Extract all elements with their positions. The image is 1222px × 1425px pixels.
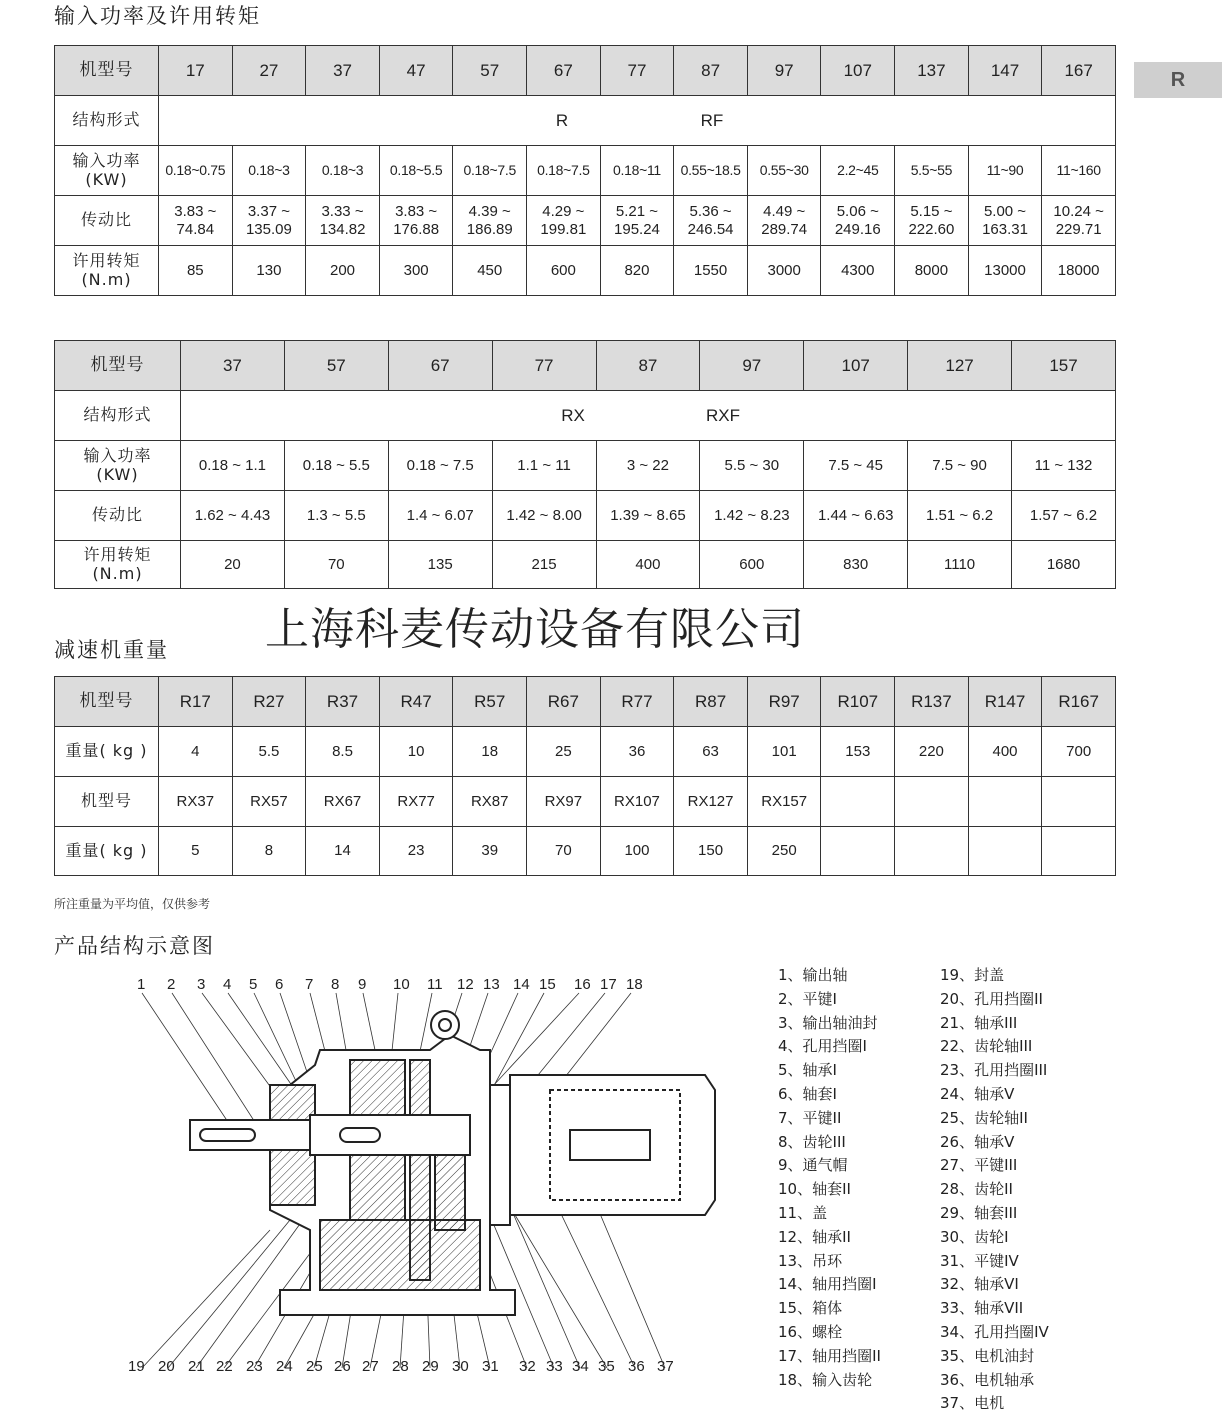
model-cell: RX37 [159,777,233,827]
torque-cell: 20 [181,541,285,589]
ratio-cell [232,196,306,246]
torque-cell: 820 [600,246,674,296]
power-cell: 0.55~18.5 [674,146,748,196]
torque-cell: 600 [527,246,601,296]
gearbox-cross-section-diagram [120,990,740,1380]
ratio-cell [1042,196,1116,246]
row-label-ratio: 传动比 [55,491,181,541]
part-item: 37、电机 [940,1394,1005,1413]
part-item: 12、轴承II [778,1227,851,1246]
torque-cell: 85 [159,246,233,296]
table-row [55,196,1116,246]
model-cell: RX107 [600,777,674,827]
callout-number: 27 [362,1358,379,1375]
model-cell: 77 [492,341,596,391]
ratio-cell: 1.51 ~ 6.2 [908,491,1012,541]
cell-line: 5.00 ~ [983,203,1027,221]
table-row [55,246,1116,296]
model-cell: 27 [232,46,306,96]
cell-line: 186.89 [466,220,513,238]
cell-line: 3.33 ~ [321,203,364,221]
weight-cell: 700 [1042,727,1116,777]
callout-number: 3 [197,976,206,993]
torque-cell: 1550 [674,246,748,296]
callout-number: 8 [331,976,340,993]
torque-cell: 13000 [968,246,1042,296]
cell-line: 289.74 [761,220,808,238]
row-label-model: 机型号 [55,46,159,96]
cell-line: 4.49 ~ [763,203,806,221]
part-item: 3、输出轴油封 [778,1013,878,1032]
power-cell: 5.5 ~ 30 [700,441,804,491]
callout-number: 22 [216,1358,233,1375]
model-cell: 57 [284,341,388,391]
model-cell [895,777,969,827]
structure-value [159,96,1116,146]
table-row [55,727,1116,777]
ratio-cell [968,196,1042,246]
part-item: 14、轴用挡圈I [778,1275,877,1294]
table-row [55,541,1116,589]
table-row [55,677,1116,727]
weight-cell: 18 [453,727,527,777]
cell-line: 5.06 ~ [836,203,879,221]
row-label-weight: 重量( kg ) [55,727,159,777]
row-label-structure: 结构形式 [55,391,181,441]
ratio-cell: 1.4 ~ 6.07 [388,491,492,541]
power-cell: 0.18~0.75 [159,146,233,196]
torque-cell: 600 [700,541,804,589]
part-item: 10、轴套II [778,1180,851,1199]
motor [490,1075,715,1225]
label-line: 输入功率 [83,446,152,466]
power-cell: 0.18~5.5 [379,146,453,196]
power-cell: 0.18 ~ 1.1 [181,441,285,491]
callout-number: 25 [306,1358,323,1375]
cell-line: 195.24 [614,220,660,238]
model-cell: R67 [527,677,601,727]
ratio-cell: 1.3 ~ 5.5 [284,491,388,541]
section-title-weight: 减速机重量 [54,638,169,662]
part-item: 5、轴承I [778,1061,837,1080]
model-cell: 57 [453,46,527,96]
row-label-model: 机型号 [55,341,181,391]
callout-number: 37 [657,1358,674,1375]
torque-cell: 1110 [908,541,1012,589]
power-torque-table-r [54,45,1116,296]
section-title-power-torque: 输入功率及许用转矩 [54,4,261,28]
part-item: 29、轴套III [940,1203,1018,1222]
weight-cell [1042,827,1116,876]
part-item: 6、轴套I [778,1084,837,1103]
ratio-cell [747,196,821,246]
model-cell: 167 [1042,46,1116,96]
model-cell: R167 [1042,677,1116,727]
torque-cell: 215 [492,541,596,589]
weight-cell [895,827,969,876]
callout-number: 5 [249,976,258,993]
part-item: 11、盖 [778,1203,828,1222]
part-item: 27、平键III [940,1156,1018,1175]
output-shaft [190,1115,470,1155]
power-torque-table-rx [54,340,1116,589]
model-cell: RX127 [674,777,748,827]
weight-cell: 5.5 [232,727,306,777]
model-cell: 67 [527,46,601,96]
weight-cell: 14 [306,827,380,876]
part-item: 4、孔用挡圈I [778,1037,867,1056]
cell-line: 74.84 [176,220,215,238]
cell-line: 249.16 [834,220,881,238]
weight-cell: 150 [674,827,748,876]
callout-number: 24 [276,1358,293,1375]
row-label-ratio: 传动比 [55,196,159,246]
part-item: 13、吊环 [778,1251,843,1270]
model-cell: R147 [968,677,1042,727]
model-cell: RX77 [379,777,453,827]
section-title-structure: 产品结构示意图 [54,934,215,958]
model-cell: R37 [306,677,380,727]
ratio-cell: 1.42 ~ 8.23 [700,491,804,541]
power-cell: 7.5 ~ 90 [908,441,1012,491]
ratio-cell [527,196,601,246]
weight-cell: 70 [527,827,601,876]
callout-number: 23 [246,1358,263,1375]
part-item: 32、轴承VI [940,1275,1019,1294]
power-cell: 0.18~3 [232,146,306,196]
callout-number: 15 [539,976,556,993]
part-item: 21、轴承III [940,1013,1018,1032]
weight-cell: 153 [821,727,895,777]
model-cell: 97 [700,341,804,391]
torque-cell: 8000 [895,246,969,296]
cell-line: 10.24 ~ [1053,203,1104,221]
structure-type-b: RF [700,110,724,130]
part-item: 7、平键II [778,1108,842,1127]
power-cell: 0.55~30 [747,146,821,196]
model-cell: 157 [1012,341,1116,391]
weight-cell [821,827,895,876]
callout-number: 20 [158,1358,175,1375]
lifting-ring [431,1011,459,1039]
row-label-power [55,146,159,196]
weight-cell: 5 [159,827,233,876]
model-cell [1042,777,1116,827]
callout-number: 14 [513,976,530,993]
model-cell: RX87 [453,777,527,827]
ratio-cell [159,196,233,246]
model-cell [968,777,1042,827]
callout-number: 28 [392,1358,409,1375]
ratio-cell: 1.57 ~ 6.2 [1012,491,1116,541]
table-row [55,341,1116,391]
model-cell: 97 [747,46,821,96]
weight-cell: 400 [968,727,1042,777]
part-item: 20、孔用挡圈II [940,989,1043,1008]
company-name: 上海科麦传动设备有限公司 [265,604,805,655]
callout-number: 31 [482,1358,499,1375]
weight-cell: 101 [747,727,821,777]
power-cell: 11~90 [968,146,1042,196]
power-cell: 5.5~55 [895,146,969,196]
part-item: 31、平键IV [940,1251,1019,1270]
label-line: (KW) [96,464,139,484]
weight-table [54,676,1116,876]
callout-number: 17 [600,976,617,993]
torque-cell: 200 [306,246,380,296]
model-cell: 87 [596,341,700,391]
callout-number: 19 [128,1358,145,1375]
table-row [55,391,1116,441]
row-label-torque [55,541,181,589]
power-cell: 0.18~7.5 [453,146,527,196]
cell-line: 246.54 [687,220,734,238]
model-cell: R87 [674,677,748,727]
model-cell: 37 [306,46,380,96]
power-cell: 2.2~45 [821,146,895,196]
ratio-cell [895,196,969,246]
callout-number: 12 [457,976,474,993]
part-item: 35、电机油封 [940,1346,1035,1365]
callout-number: 13 [483,976,500,993]
cell-line: 3.83 ~ [174,203,217,221]
model-cell: RX67 [306,777,380,827]
weight-cell: 8.5 [306,727,380,777]
cell-line: 176.88 [393,220,440,238]
cell-line: 5.36 ~ [689,203,732,221]
power-cell: 0.18~11 [600,146,674,196]
label-line: 许用转矩 [72,251,141,271]
side-tab[interactable]: R [1134,62,1222,98]
cell-line: 163.31 [982,220,1028,238]
structure-value [181,391,1116,441]
row-label-model: 机型号 [55,777,159,827]
part-item: 24、轴承V [940,1084,1015,1103]
model-cell: R107 [821,677,895,727]
model-cell: 107 [821,46,895,96]
torque-cell: 1680 [1012,541,1116,589]
model-cell [821,777,895,827]
callout-number: 1 [137,976,146,993]
callout-number: 9 [358,976,367,993]
model-cell: 107 [804,341,908,391]
callout-number: 26 [334,1358,351,1375]
part-item: 15、箱体 [778,1299,843,1318]
model-cell: R77 [600,677,674,727]
row-label-weight: 重量( kg ) [55,827,159,876]
callout-number: 7 [305,976,314,993]
weight-cell: 36 [600,727,674,777]
ratio-cell [379,196,453,246]
callout-number: 21 [188,1358,205,1375]
row-label-model: 机型号 [55,677,159,727]
part-item: 17、轴用挡圈II [778,1346,881,1365]
parts-list-col2 [940,964,1049,1416]
model-cell: 127 [908,341,1012,391]
model-cell: R137 [895,677,969,727]
model-cell: R97 [747,677,821,727]
weight-cell: 63 [674,727,748,777]
power-cell: 11 ~ 132 [1012,441,1116,491]
torque-cell: 450 [453,246,527,296]
part-item: 36、电机轴承 [940,1370,1035,1389]
model-cell: 137 [895,46,969,96]
parts-list-col1 [778,964,881,1392]
model-cell: R17 [159,677,233,727]
part-item: 28、齿轮II [940,1180,1013,1199]
part-item: 19、封盖 [940,966,1005,984]
cell-line: 4.29 ~ [542,203,585,221]
torque-cell: 18000 [1042,246,1116,296]
ratio-cell [821,196,895,246]
weight-cell: 220 [895,727,969,777]
power-cell: 0.18 ~ 7.5 [388,441,492,491]
callout-number: 30 [452,1358,469,1375]
ratio-cell: 1.42 ~ 8.00 [492,491,596,541]
ratio-cell: 1.62 ~ 4.43 [181,491,285,541]
model-cell: 47 [379,46,453,96]
model-cell: R47 [379,677,453,727]
ratio-cell [600,196,674,246]
weight-cell: 39 [453,827,527,876]
callout-number: 6 [275,976,284,993]
model-cell: R57 [453,677,527,727]
cell-line: 222.60 [908,220,955,238]
torque-cell: 300 [379,246,453,296]
ratio-cell [306,196,380,246]
part-item: 26、轴承V [940,1132,1015,1151]
weight-cell: 100 [600,827,674,876]
power-cell: 0.18 ~ 5.5 [284,441,388,491]
callout-number: 18 [626,976,643,993]
structure-type-b: RXF [706,405,740,425]
callout-number: 33 [546,1358,563,1375]
housing [270,1035,515,1315]
cell-line: 3.83 ~ [395,203,438,221]
power-cell: 0.18~7.5 [527,146,601,196]
part-item: 16、螺栓 [778,1322,843,1341]
structure-type-a: RX [561,405,585,425]
power-cell: 11~160 [1042,146,1116,196]
model-cell: 77 [600,46,674,96]
part-item: 33、轴承VII [940,1299,1024,1318]
torque-cell: 135 [388,541,492,589]
label-line: (N.m) [81,269,132,289]
cell-line: 135.09 [245,220,292,238]
torque-cell: 3000 [747,246,821,296]
weight-cell: 4 [159,727,233,777]
weight-cell: 10 [379,727,453,777]
callout-number: 10 [393,976,410,993]
ratio-cell: 1.44 ~ 6.63 [804,491,908,541]
power-cell: 7.5 ~ 45 [804,441,908,491]
weight-cell: 25 [527,727,601,777]
ratio-cell: 1.39 ~ 8.65 [596,491,700,541]
part-item: 9、通气帽 [778,1156,848,1175]
callout-number: 16 [574,976,591,993]
table-row [55,46,1116,96]
table-row [55,827,1116,876]
model-cell: RX97 [527,777,601,827]
callout-number: 32 [519,1358,536,1375]
model-cell: 147 [968,46,1042,96]
cell-line: 3.37 ~ [247,203,290,221]
power-cell: 3 ~ 22 [596,441,700,491]
callout-number: 29 [422,1358,439,1375]
cell-line: 199.81 [540,220,587,238]
torque-cell: 400 [596,541,700,589]
cell-line: 5.15 ~ [910,203,953,221]
weight-cell [968,827,1042,876]
torque-cell: 4300 [821,246,895,296]
model-cell: R27 [232,677,306,727]
callout-number: 2 [167,976,176,993]
part-item: 23、孔用挡圈III [940,1061,1048,1080]
power-cell: 0.18~3 [306,146,380,196]
part-item: 22、齿轮轴III [940,1037,1033,1056]
model-cell: RX157 [747,777,821,827]
torque-cell: 830 [804,541,908,589]
callout-number: 36 [628,1358,645,1375]
structure-type-a: R [555,110,569,130]
callout-number: 34 [572,1358,589,1375]
part-item: 34、孔用挡圈IV [940,1322,1049,1341]
model-cell: RX57 [232,777,306,827]
weight-note: 所注重量为平均值，仅供参考 [54,897,211,911]
model-cell: 87 [674,46,748,96]
cell-line: 134.82 [319,220,366,238]
label-line: 许用转矩 [83,545,152,565]
weight-cell: 250 [747,827,821,876]
ratio-cell [453,196,527,246]
row-label-structure: 结构形式 [55,96,159,146]
table-row [55,777,1116,827]
table-row [55,441,1116,491]
cell-line: 4.39 ~ [468,203,511,221]
part-item: 25、齿轮轴II [940,1108,1028,1127]
part-item: 18、输入齿轮 [778,1370,873,1389]
model-cell: 67 [388,341,492,391]
table-row [55,491,1116,541]
row-label-torque [55,246,159,296]
row-label-power [55,441,181,491]
part-item: 30、齿轮I [940,1227,1009,1246]
torque-cell: 130 [232,246,306,296]
cell-line: 5.21 ~ [615,203,659,221]
label-line: (KW) [85,169,128,189]
model-cell: 37 [181,341,285,391]
torque-cell: 70 [284,541,388,589]
part-item: 8、齿轮III [778,1132,846,1151]
weight-cell: 8 [232,827,306,876]
part-item: 2、平键I [778,989,837,1008]
cell-line: 229.71 [1055,220,1102,238]
callout-number: 11 [427,976,443,993]
table-row [55,146,1116,196]
callout-number: 35 [598,1358,615,1375]
ratio-cell [674,196,748,246]
model-cell: 17 [159,46,233,96]
part-item: 1、输出轴 [778,966,848,984]
power-cell: 1.1 ~ 11 [492,441,596,491]
label-line: (N.m) [92,563,143,583]
callout-number: 4 [223,976,232,993]
weight-cell: 23 [379,827,453,876]
label-line: 输入功率 [72,151,141,171]
table-row [55,96,1116,146]
